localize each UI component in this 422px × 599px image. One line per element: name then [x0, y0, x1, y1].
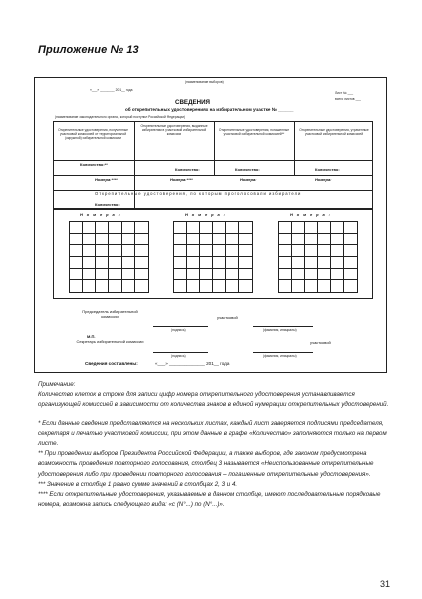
numbers-label-1: Номера:****	[95, 177, 118, 182]
col-3-header: Открепительные удостоверения, погашенные участковой избирательной комиссией**	[218, 128, 290, 136]
appendix-title: Приложение № 13	[38, 44, 139, 56]
form-subnote: (наименование законодательного органа, который поступил Российской Федерации)	[55, 115, 186, 119]
note-5: **** Если открепительные удостоверения, указываемые в данном столбце, имеют последовательные порядковые номера, возможна запись следующего вида: «с (N°...) по (N°...)».	[38, 491, 381, 509]
numbers-label-3: Номера:	[240, 177, 257, 182]
sign-caption-1: (подпись)	[171, 328, 186, 332]
notes-heading: Примечание:	[38, 381, 76, 388]
note-2: * Если данные сведения представляются на нескольких листах, каждый лист заверяется подписями председателя, секретаря и печатью участковой комиссии, при этом данные в графе «Количество» заполняются только на первом листе.	[38, 419, 387, 448]
note-4: *** Значение в столбце 1 равно сумме значений в столбцах 2, 3 и 4.	[38, 480, 238, 488]
count-label-4: Количество:	[315, 167, 340, 172]
count-label-3: Количество:	[235, 167, 260, 172]
col-1-header: Открепительные удостоверения, полученные участковой комиссией от территориальной (окружной) избирательной комиссии	[58, 128, 128, 140]
numbers-heading-3: Н о м е р а :	[290, 212, 332, 217]
numbers-heading-2: Н о м е р а :	[185, 212, 227, 217]
count-label-2: Количество:	[175, 167, 200, 172]
date-line: «___» ________ 201__ года	[90, 88, 133, 92]
chairman-label: Председатель избирательной комиссии	[82, 309, 138, 319]
sheets-total: всего листов ___	[335, 97, 361, 101]
voted-count-label: Количество:	[95, 202, 120, 207]
count-label-1: Количество:**	[80, 162, 108, 167]
sheet-number: Лист № ___	[335, 91, 354, 95]
voted-label: Открепительные удостоверения, по которым проголосовали избиратели	[95, 191, 302, 196]
compiled-label: Сведения составлены:	[85, 361, 138, 366]
note-3: ** При проведении выборов Президента Российской Федерации, а также выборов, где законом предусмотрена возможность проведения повторного голосования, столбец 3 называется «Неиспользованные открепительные удостоверения либо при проведении повторного голосования – погашенные открепительные удостоверения».	[38, 450, 374, 478]
precinct-label-1: участковой	[217, 315, 238, 320]
numbers-grid-2	[173, 221, 253, 293]
form-title: СВЕДЕНИЯ	[175, 99, 210, 106]
col-2-header: Открепительные удостоверения, выданные избирателям в участковой избирательной комиссии	[140, 124, 208, 136]
seal-mark: М.П.	[87, 334, 96, 339]
col-4-header: Открепительные удостоверения, утраченные участковой избирательной комиссией	[299, 128, 369, 136]
sign-caption-2: (подпись)	[171, 354, 186, 358]
numbers-heading-1: Н о м е р а :	[80, 212, 122, 217]
initials-caption-1: (фамилия, инициалы)	[263, 328, 297, 332]
numbers-label-2: Номера:****	[170, 177, 193, 182]
initials-caption-2: (фамилия, инициалы)	[263, 354, 297, 358]
numbers-grid-1	[69, 221, 149, 293]
numbers-label-4: Номера:	[315, 177, 332, 182]
page-number: 31	[379, 579, 390, 589]
form-subtitle: об открепительных удостоверениях на избирательном участке № ______	[125, 107, 294, 112]
precinct-label-2: участковой	[310, 340, 331, 345]
numbers-grid-3	[278, 221, 358, 293]
notes-section	[38, 380, 390, 510]
compiled-date: «___» ______________ 201__ года	[155, 361, 230, 366]
head-note: (наименование выборов)	[185, 80, 224, 84]
secretary-label: Секретарь избирательной комиссии	[76, 339, 144, 344]
form-frame	[34, 77, 387, 373]
note-1: Количество клеток в строке для записи цифр номера открепительного удостоверения устанавливается организующей комиссией в зависимости от количества знаков в единой нумерации открепительных удостоверений.	[38, 391, 389, 409]
